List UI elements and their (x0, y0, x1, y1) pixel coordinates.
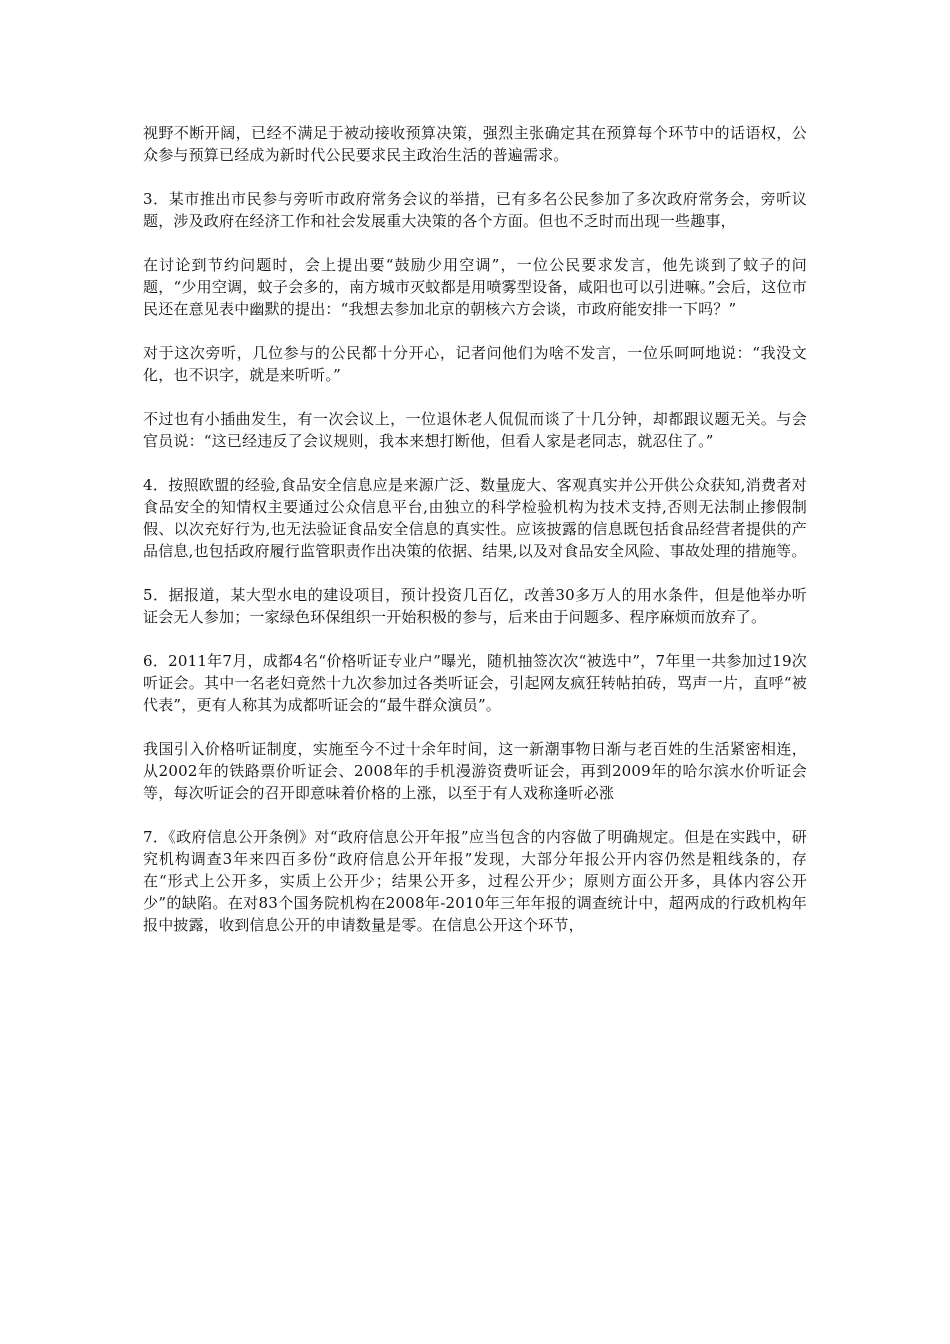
paragraph-budget-participation: 视野不断开阔，已经不满足于被动接收预算决策，强烈主张确定其在预算每个环节中的话语权，公众参与预算已经成为新时代公民要求民主政治生活的普遍需求。 (143, 124, 807, 164)
paragraph-item-3-intro: 3．某市推出市民参与旁听市政府常务会议的举措，已有多名公民参加了多次政府常务会，旁听议题，涉及政府在经济工作和社会发展重大决策的各个方面。但也不乏时而出现一些趣事， (143, 190, 807, 230)
paragraph-item-7-info-disclosure: 7．《政府信息公开条例》对“政府信息公开年报”应当包含的内容做了明确规定。但是在实践中，研究机构调查3年来四百多份“政府信息公开年报”发现，大部分年报公开内容仍然是粗线条的，存在“形式上公开多，实质上公开少；结果公开多，过程公开少；原则方面公开多，具体内容公开少”的缺陷。在对83个国务院机构在2008年-2010年三年年报的调查统计中，超两成的行政机构年报中披露，收到信息公开的申请数量是零。在信息公开这个环节， (143, 828, 807, 934)
paragraph-item-4-food-safety: 4．按照欧盟的经验,食品安全信息应是来源广泛、数量庞大、客观真实并公开供公众获知,消费者对食品安全的知情权主要通过公众信息平台,由独立的科学检验机构为技术支持,否则无法制止掺假制假、以次充好行为,也无法验证食品安全信息的真实性。应该披露的信息既包括食品经营者提供的产品信息,也包括政府履行监管职责作出决策的依据、结果,以及对食品安全风险、事故处理的措施等。 (143, 476, 807, 560)
document-page (143, 122, 807, 958)
paragraph-price-hearing-system: 我国引入价格听证制度，实施至今不过十余年时间，这一新潮事物日渐与老百姓的生活紧密相连，从2002年的铁路票价听证会、2008年的手机漫游资费听证会，再到2009年的哈尔滨水价听证会等，每次听证会的召开即意味着价格的上涨，以至于有人戏称逢听必涨 (143, 740, 807, 802)
paragraph-item-6-hearing: 6．2011年7月，成都4名“价格听证专业户”曝光，随机抽签次次“被选中”，7年里一共参加过19次听证会。其中一名老妇竟然十九次参加过各类听证会，引起网友疯狂转帖拍砖，骂声一片，直呼“被代表”，更有人称其为成都听证会的“最牛群众演员”。 (143, 652, 807, 714)
paragraph-air-conditioning: 在讨论到节约问题时，会上提出要“鼓励少用空调”，一位公民要求发言，他先谈到了蚊子的问题，“少用空调，蚊子会多的，南方城市灭蚊都是用喷雾型设备，咸阳也可以引进嘛。”会后，这位市民还在意见表中幽默的提出：“我想去参加北京的朝核六方会谈，市政府能安排一下吗？” (143, 256, 807, 318)
paragraph-listening: 对于这次旁听，几位参与的公民都十分开心，记者问他们为啥不发言，一位乐呵呵地说：“我没文化，也不识字，就是来听听。” (143, 344, 807, 384)
paragraph-interlude: 不过也有小插曲发生，有一次会议上，一位退休老人侃侃而谈了十几分钟，却都跟议题无关。与会官员说：“这已经违反了会议规则，我本来想打断他，但看人家是老同志，就忍住了。” (143, 410, 807, 450)
paragraph-item-5-hydropower: 5．据报道，某大型水电的建设项目，预计投资几百亿，改善30多万人的用水条件，但是他举办听证会无人参加；一家绿色环保组织一开始积极的参与，后来由于问题多、程序麻烦而放弃了。 (143, 586, 807, 626)
